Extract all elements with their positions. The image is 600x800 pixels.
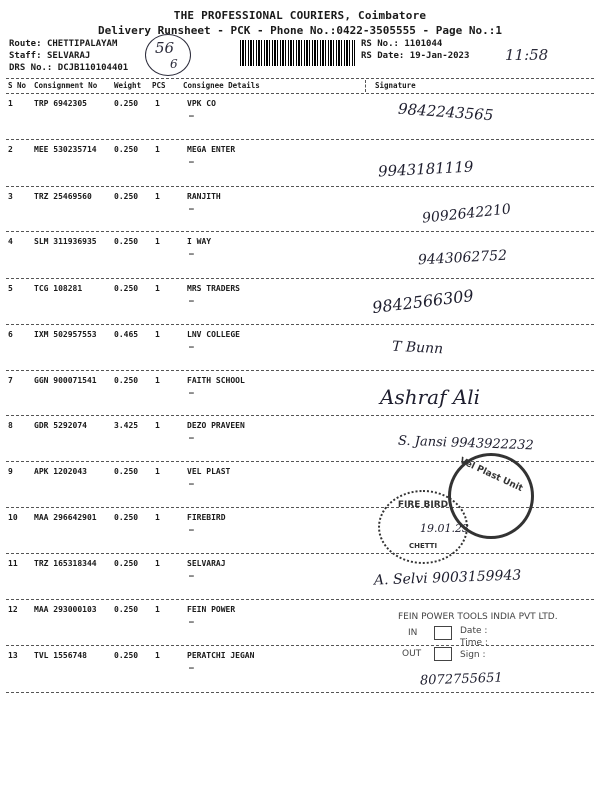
firebird-stamp-subtext: CHETTI <box>408 542 438 550</box>
row-consignment: APK 1202043 <box>34 467 87 476</box>
row-weight: 0.250 <box>114 513 139 522</box>
row-consignment: GGN 900071541 <box>34 376 97 385</box>
row-pcs: 1 <box>155 421 160 430</box>
runsheet-subtitle: Delivery Runsheet - PCK - Phone No.:0422-3505555 - Page No.:1 <box>98 24 502 37</box>
row-consignee-dash: — <box>189 388 194 397</box>
col-pcs: PCS <box>152 81 166 90</box>
row-consignment: MEE 530235714 <box>34 145 97 154</box>
row-pcs: 1 <box>155 99 160 108</box>
signature-row-4: 9443062752 <box>417 247 508 269</box>
signature-row-10-date: 19.01.23 <box>420 522 469 535</box>
row-consignee: PERATCHI JEGAN <box>187 651 255 660</box>
row-weight: 0.250 <box>114 237 139 246</box>
row-consignment: MAA 296642901 <box>34 513 97 522</box>
header-divider <box>365 80 366 92</box>
signature-row-3: 9092642210 <box>421 201 512 227</box>
row-consignee-dash: — <box>189 342 194 351</box>
fein-date-label: Date : <box>460 626 488 636</box>
row-consignee-dash: — <box>189 249 194 258</box>
row-consignee: FEIN POWER <box>187 605 236 614</box>
row-sno: 4 <box>8 237 13 246</box>
firebird-stamp-text: FIRE BIRD <box>397 500 449 510</box>
row-pcs: 1 <box>155 330 160 339</box>
row-consignee: RANJITH <box>187 192 221 201</box>
fein-sign-label: Sign : <box>460 650 486 660</box>
fein-out-label: OUT <box>402 649 422 659</box>
rs-no-line <box>361 39 442 50</box>
row-weight: 0.250 <box>114 376 139 385</box>
row-pcs: 1 <box>155 145 160 154</box>
row-sno: 7 <box>8 376 13 385</box>
row-divider <box>6 599 594 600</box>
row-divider <box>6 370 594 371</box>
signature-row-7: Ashraf Ali <box>380 385 481 409</box>
row-pcs: 1 <box>155 605 160 614</box>
row-consignee: VPK CO <box>187 99 216 108</box>
header-bottom-rule <box>6 93 594 94</box>
row-consignment: TCG 108281 <box>34 284 83 293</box>
row-consignee-dash: — <box>189 157 194 166</box>
row-weight: 0.250 <box>114 467 139 476</box>
row-consignee: VEL PLAST <box>187 467 231 476</box>
row-weight: 0.250 <box>114 192 139 201</box>
row-sno: 12 <box>8 605 18 614</box>
row-sno: 6 <box>8 330 13 339</box>
row-consignee-dash: — <box>189 296 194 305</box>
row-sno: 5 <box>8 284 13 293</box>
fein-time-label: Time : <box>460 638 488 648</box>
signature-row-5: 9842566309 <box>371 285 475 318</box>
row-consignee-dash: — <box>189 571 194 580</box>
signature-row-11: A. Selvi 9003159943 <box>373 567 522 589</box>
row-pcs: 1 <box>155 467 160 476</box>
row-consignment: MAA 293000103 <box>34 605 97 614</box>
fein-stamp <box>398 612 588 660</box>
row-consignee-dash: — <box>189 617 194 626</box>
row-weight: 0.250 <box>114 605 139 614</box>
rs-date-value: 19-Jan-2023 <box>409 51 470 61</box>
row-divider <box>6 324 594 325</box>
row-divider <box>6 553 594 554</box>
signature-row-1: 9842243565 <box>397 99 494 125</box>
row-consignment: IXM 502957553 <box>34 330 97 339</box>
row-consignee: FAITH SCHOOL <box>187 376 245 385</box>
row-consignee: DEZO PRAVEEN <box>187 421 245 430</box>
staff-line <box>9 51 90 62</box>
signature-row-6: T Bunn <box>391 338 444 358</box>
header-top-rule <box>6 78 594 79</box>
drs-label: DRS No.: <box>9 63 53 73</box>
company-title: THE PROFESSIONAL COURIERS, Coimbatore <box>173 9 427 22</box>
row-consignee-dash: — <box>189 479 194 488</box>
row-consignee: I WAY <box>187 237 212 246</box>
row-consignment: TVL 1556748 <box>34 651 87 660</box>
row-weight: 0.465 <box>114 330 139 339</box>
row-pcs: 1 <box>155 513 160 522</box>
vel-plast-stamp-text: Vel Plast Unit <box>457 456 525 494</box>
row-weight: 3.425 <box>114 421 139 430</box>
row-pcs: 1 <box>155 192 160 201</box>
col-sno: S No <box>8 81 27 90</box>
handwritten-circle <box>145 34 191 76</box>
row-consignment: TRP 6942305 <box>34 99 87 108</box>
row-pcs: 1 <box>155 284 160 293</box>
row-divider <box>6 231 594 232</box>
row-consignee-dash: — <box>189 663 194 672</box>
row-consignee-dash: — <box>189 525 194 534</box>
fein-in-label: IN <box>408 628 418 638</box>
row-consignee: LNV COLLEGE <box>187 330 240 339</box>
row-consignee: FIREBIRD <box>187 513 226 522</box>
row-sno: 11 <box>8 559 18 568</box>
row-divider <box>6 692 594 693</box>
drs-line <box>9 63 128 74</box>
row-consignee: MRS TRADERS <box>187 284 240 293</box>
row-sno: 9 <box>8 467 13 476</box>
rs-date-label: RS Date: <box>361 51 405 61</box>
route-label: Route: <box>9 39 42 49</box>
rs-no-label: RS No.: <box>361 39 399 49</box>
row-consignment: GDR 5292074 <box>34 421 87 430</box>
row-consignment: SLM 311936935 <box>34 237 97 246</box>
col-signature: Signature <box>375 81 416 90</box>
col-consignee: Consignee Details <box>183 81 260 90</box>
col-weight: Weight <box>114 81 142 90</box>
handwritten-time: 11:58 <box>505 46 549 64</box>
row-sno: 8 <box>8 421 13 430</box>
signature-row-8: S. Jansi 9943922232 <box>397 433 534 454</box>
row-consignment: TRZ 25469560 <box>34 192 92 201</box>
row-sno: 1 <box>8 99 13 108</box>
row-divider <box>6 278 594 279</box>
col-consignment: Consignment No <box>34 81 98 90</box>
row-weight: 0.250 <box>114 284 139 293</box>
row-consignment: TRZ 165318344 <box>34 559 97 568</box>
row-pcs: 1 <box>155 376 160 385</box>
fein-in-box <box>434 626 452 640</box>
row-divider <box>6 186 594 187</box>
staff-label: Staff: <box>9 51 42 61</box>
row-sno: 3 <box>8 192 13 201</box>
row-sno: 10 <box>8 513 18 522</box>
rs-no-value: 1101044 <box>404 39 443 49</box>
row-sno: 2 <box>8 145 13 154</box>
row-divider <box>6 645 594 646</box>
route-line <box>9 39 117 50</box>
drs-value: DCJB110104401 <box>57 63 129 73</box>
row-consignee: SELVARAJ <box>187 559 226 568</box>
circle-note-sub: 6 <box>170 57 178 71</box>
route-value: CHETTIPALAYAM <box>46 39 118 49</box>
signature-row-2: 9943181119 <box>377 157 474 181</box>
row-weight: 0.250 <box>114 559 139 568</box>
rs-date-line <box>361 51 469 62</box>
row-pcs: 1 <box>155 651 160 660</box>
row-divider <box>6 139 594 140</box>
fein-out-box <box>434 647 452 661</box>
row-sno: 13 <box>8 651 18 660</box>
row-weight: 0.250 <box>114 145 139 154</box>
row-consignee: MEGA ENTER <box>187 145 236 154</box>
circle-note-number: 56 <box>155 39 175 57</box>
signature-row-13: 8072755651 <box>419 670 503 689</box>
fein-stamp-company: FEIN POWER TOOLS INDIA PVT LTD. <box>398 612 558 622</box>
staff-value: SELVARAJ <box>46 51 91 61</box>
row-consignee-dash: — <box>189 433 194 442</box>
row-weight: 0.250 <box>114 651 139 660</box>
row-weight: 0.250 <box>114 99 139 108</box>
row-pcs: 1 <box>155 237 160 246</box>
row-divider <box>6 415 594 416</box>
row-pcs: 1 <box>155 559 160 568</box>
barcode <box>240 40 355 66</box>
row-consignee-dash: — <box>189 204 194 213</box>
row-consignee-dash: — <box>189 111 194 120</box>
firebird-stamp <box>378 490 468 564</box>
